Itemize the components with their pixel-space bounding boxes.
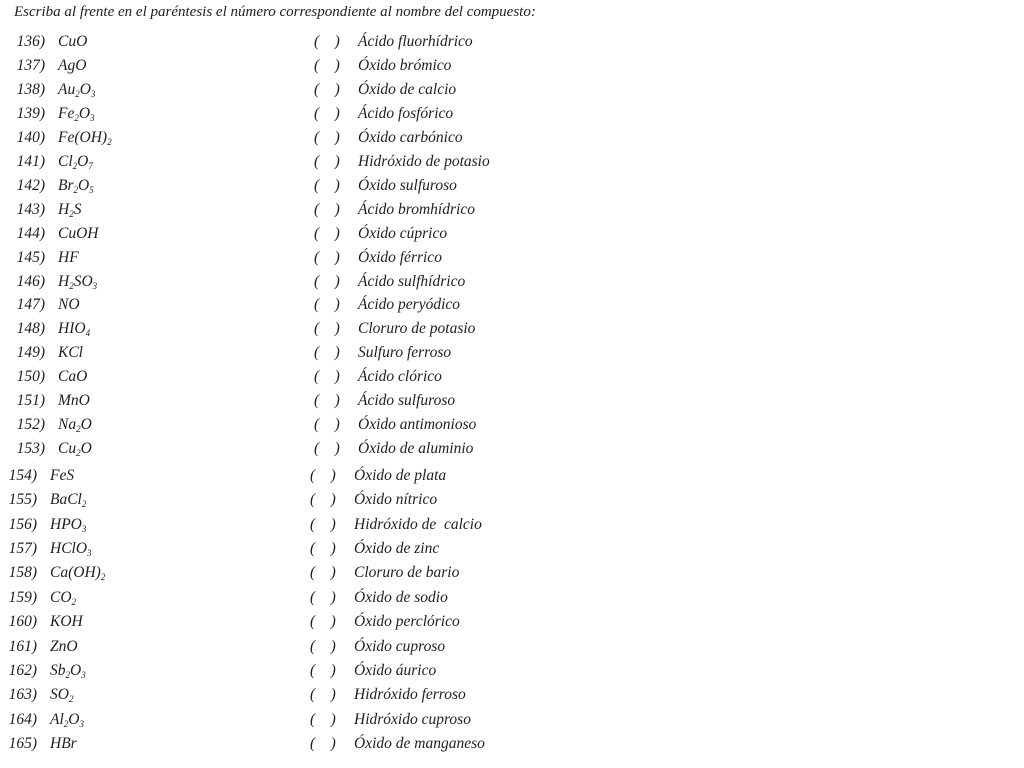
item-number: 162) <box>8 661 37 679</box>
compound-name: Ácido bromhídrico <box>358 200 475 218</box>
item-number: 158) <box>8 564 37 582</box>
item-number: 159) <box>8 588 37 606</box>
compound-name: Óxido de manganeso <box>354 734 485 752</box>
answer-parentheses[interactable]: ( ) <box>310 467 336 484</box>
compound-name: Óxido nítrico <box>354 491 438 509</box>
chemical-formula: $HIO_4$ <box>58 320 91 339</box>
exercise-row <box>0 247 1024 269</box>
item-number: 154) <box>8 467 37 484</box>
compound-name: Ácido peryódico <box>358 296 461 314</box>
answer-parentheses[interactable]: ( ) <box>310 637 336 655</box>
exercise-row <box>0 223 1024 245</box>
answer-parentheses[interactable]: ( ) <box>314 128 340 146</box>
answer-parentheses[interactable]: ( ) <box>310 515 336 533</box>
compound-name: Óxido férrico <box>358 248 442 266</box>
chemical-formula: $Cu_2O$ <box>58 440 92 459</box>
answer-parentheses[interactable]: ( ) <box>314 152 340 170</box>
item-number: 163) <box>8 686 37 704</box>
compound-name: Cloruro de bario <box>354 564 460 582</box>
exercise-row <box>0 318 1024 340</box>
item-number: 155) <box>8 491 37 509</box>
exercise-row <box>0 103 1024 125</box>
exercise-row <box>0 709 1024 731</box>
item-number: 147) <box>16 296 45 314</box>
item-number: 146) <box>16 272 45 290</box>
item-number: 160) <box>8 613 37 631</box>
exercise-row <box>0 514 1024 536</box>
item-number: 141) <box>16 152 45 170</box>
exercise-row <box>0 151 1024 173</box>
item-number: 143) <box>16 200 45 218</box>
instruction-text: Escriba al frente en el paréntesis el número correspondiente al nombre del compuesto: <box>14 4 536 20</box>
exercise-row <box>0 733 1024 755</box>
chemical-formula: FeS <box>50 467 75 484</box>
chemical-formula: NO <box>58 296 80 314</box>
item-number: 150) <box>16 368 45 386</box>
chemical-formula: $H_2S$ <box>58 200 82 219</box>
compound-name: Óxido carbónico <box>358 128 463 146</box>
answer-parentheses[interactable]: ( ) <box>314 272 340 290</box>
exercise-row <box>0 684 1024 706</box>
compound-name: Ácido fluorhídrico <box>358 33 473 50</box>
item-number: 148) <box>16 320 45 338</box>
item-number: 137) <box>16 57 45 74</box>
exercise-row <box>0 55 1024 77</box>
chemical-formula: HBr <box>50 734 77 752</box>
answer-parentheses[interactable]: ( ) <box>314 80 340 98</box>
chemical-formula: $Fe(OH)_2$ <box>58 128 112 147</box>
answer-parentheses[interactable]: ( ) <box>310 540 336 557</box>
item-number: 161) <box>8 637 37 655</box>
chemical-formula: $Fe_2O_3$ <box>58 104 95 123</box>
exercise-row <box>0 175 1024 197</box>
chemical-formula: $Au_2O_3$ <box>58 80 96 99</box>
chemical-formula: $SO_2$ <box>50 686 74 705</box>
chemical-formula: $HPO_3$ <box>50 515 87 534</box>
item-number: 144) <box>16 224 45 242</box>
exercise-row <box>0 127 1024 149</box>
answer-parentheses[interactable]: ( ) <box>310 734 336 752</box>
answer-parentheses[interactable]: ( ) <box>314 200 340 218</box>
chemical-formula: ZnO <box>50 637 78 655</box>
chemical-formula: $Sb_2O_3$ <box>50 661 86 680</box>
chemical-formula: $Na_2O$ <box>58 416 92 435</box>
item-number: 164) <box>8 710 37 728</box>
chemical-formula: $Ca(OH)_2$ <box>50 564 106 583</box>
chemical-formula: CuOH <box>58 224 99 242</box>
exercise-row <box>0 414 1024 436</box>
answer-parentheses[interactable]: ( ) <box>314 368 340 386</box>
item-number: 142) <box>16 176 45 194</box>
chemical-formula: KOH <box>50 613 83 631</box>
compound-name: Ácido sulfuroso <box>358 392 456 410</box>
answer-parentheses[interactable]: ( ) <box>314 248 340 266</box>
exercise-row <box>0 342 1024 364</box>
answer-parentheses[interactable]: ( ) <box>310 613 336 631</box>
compound-name: Óxido cúprico <box>358 224 448 242</box>
compound-name: Óxido antimonioso <box>358 416 477 434</box>
item-number: 136) <box>16 33 45 50</box>
answer-parentheses[interactable]: ( ) <box>314 33 340 50</box>
item-number: 151) <box>16 392 45 410</box>
answer-parentheses[interactable]: ( ) <box>310 588 336 606</box>
exercise-row <box>0 366 1024 388</box>
item-number: 153) <box>16 440 45 458</box>
compound-name: Óxido de sodio <box>354 588 448 606</box>
exercise-row <box>0 390 1024 412</box>
compound-name: Cloruro de potasio <box>358 320 476 338</box>
compound-name: Óxido brómico <box>358 57 452 74</box>
compound-name: Ácido clórico <box>358 368 442 386</box>
compound-name: Ácido fosfórico <box>358 104 454 122</box>
item-number: 139) <box>16 104 45 122</box>
chemical-formula: $H_2SO_3$ <box>58 272 98 291</box>
chemical-formula: HClO$_3$ <box>50 540 92 558</box>
compound-name: Hidróxido ferroso <box>354 686 466 704</box>
exercise-row <box>0 611 1024 633</box>
exercise-row <box>0 438 1024 460</box>
compound-name: Hidróxido de calcio <box>354 515 482 533</box>
exercise-row <box>0 79 1024 101</box>
answer-parentheses[interactable]: ( ) <box>310 491 336 509</box>
compound-name: Óxido de aluminio <box>358 440 474 458</box>
chemical-formula: MnO <box>58 392 90 410</box>
answer-parentheses[interactable]: ( ) <box>314 440 340 458</box>
answer-parentheses[interactable]: ( ) <box>314 392 340 410</box>
chemical-formula: BaCl$_2$ <box>50 491 87 510</box>
chemical-formula: HF <box>58 248 79 266</box>
item-number: 140) <box>16 128 45 146</box>
chemical-formula: AgO <box>58 57 87 74</box>
chemical-formula: CaO <box>58 368 88 386</box>
item-number: 165) <box>8 734 37 752</box>
compound-name: Óxido cuproso <box>354 637 446 655</box>
compound-name: Hidróxido de potasio <box>358 152 490 170</box>
compound-name: Óxido de zinc <box>354 540 440 557</box>
compound-name: Óxido perclórico <box>354 613 460 631</box>
item-number: 138) <box>16 80 45 98</box>
chemical-formula: CuO <box>58 33 88 50</box>
answer-parentheses[interactable]: ( ) <box>310 661 336 679</box>
exercise-row <box>0 294 1024 316</box>
exercise-row <box>0 587 1024 609</box>
answer-parentheses[interactable]: ( ) <box>314 344 340 362</box>
answer-parentheses[interactable]: ( ) <box>310 564 336 582</box>
chemical-formula: $Al_2O_3$ <box>50 710 84 729</box>
chemical-formula: $Cl_2O_7$ <box>58 152 93 171</box>
compound-name: Óxido de plata <box>354 467 447 484</box>
exercise-row <box>0 271 1024 293</box>
compound-name: Óxido de calcio <box>358 80 457 98</box>
exercise-row <box>0 489 1024 511</box>
item-number: 156) <box>8 515 37 533</box>
answer-parentheses[interactable]: ( ) <box>314 57 340 74</box>
item-number: 152) <box>16 416 45 434</box>
answer-parentheses[interactable]: ( ) <box>314 416 340 434</box>
exercise-row <box>0 31 1024 53</box>
exercise-row <box>0 538 1024 560</box>
answer-parentheses[interactable]: ( ) <box>314 320 340 338</box>
compound-name: Óxido áurico <box>354 661 437 679</box>
exercise-row <box>0 562 1024 584</box>
compound-name: Sulfuro ferroso <box>358 344 452 362</box>
chemical-formula: KCl <box>58 344 83 362</box>
answer-parentheses[interactable]: ( ) <box>314 176 340 194</box>
item-number: 149) <box>16 344 45 362</box>
chemical-formula: $Br_2O_5$ <box>58 176 94 195</box>
compound-name: Hidróxido cuproso <box>354 710 471 728</box>
compound-name: Óxido sulfuroso <box>358 176 457 194</box>
chemical-formula: $CO_2$ <box>50 588 77 607</box>
item-number: 157) <box>8 540 37 557</box>
item-number: 145) <box>16 248 45 266</box>
answer-parentheses[interactable]: ( ) <box>314 224 340 242</box>
answer-parentheses[interactable]: ( ) <box>310 686 336 704</box>
exercise-row <box>0 199 1024 221</box>
exercise-row <box>0 465 1024 487</box>
exercise-row <box>0 660 1024 682</box>
answer-parentheses[interactable]: ( ) <box>314 104 340 122</box>
answer-parentheses[interactable]: ( ) <box>310 710 336 728</box>
compound-name: Ácido sulfhídrico <box>358 272 466 290</box>
exercise-row <box>0 636 1024 658</box>
answer-parentheses[interactable]: ( ) <box>314 296 340 314</box>
